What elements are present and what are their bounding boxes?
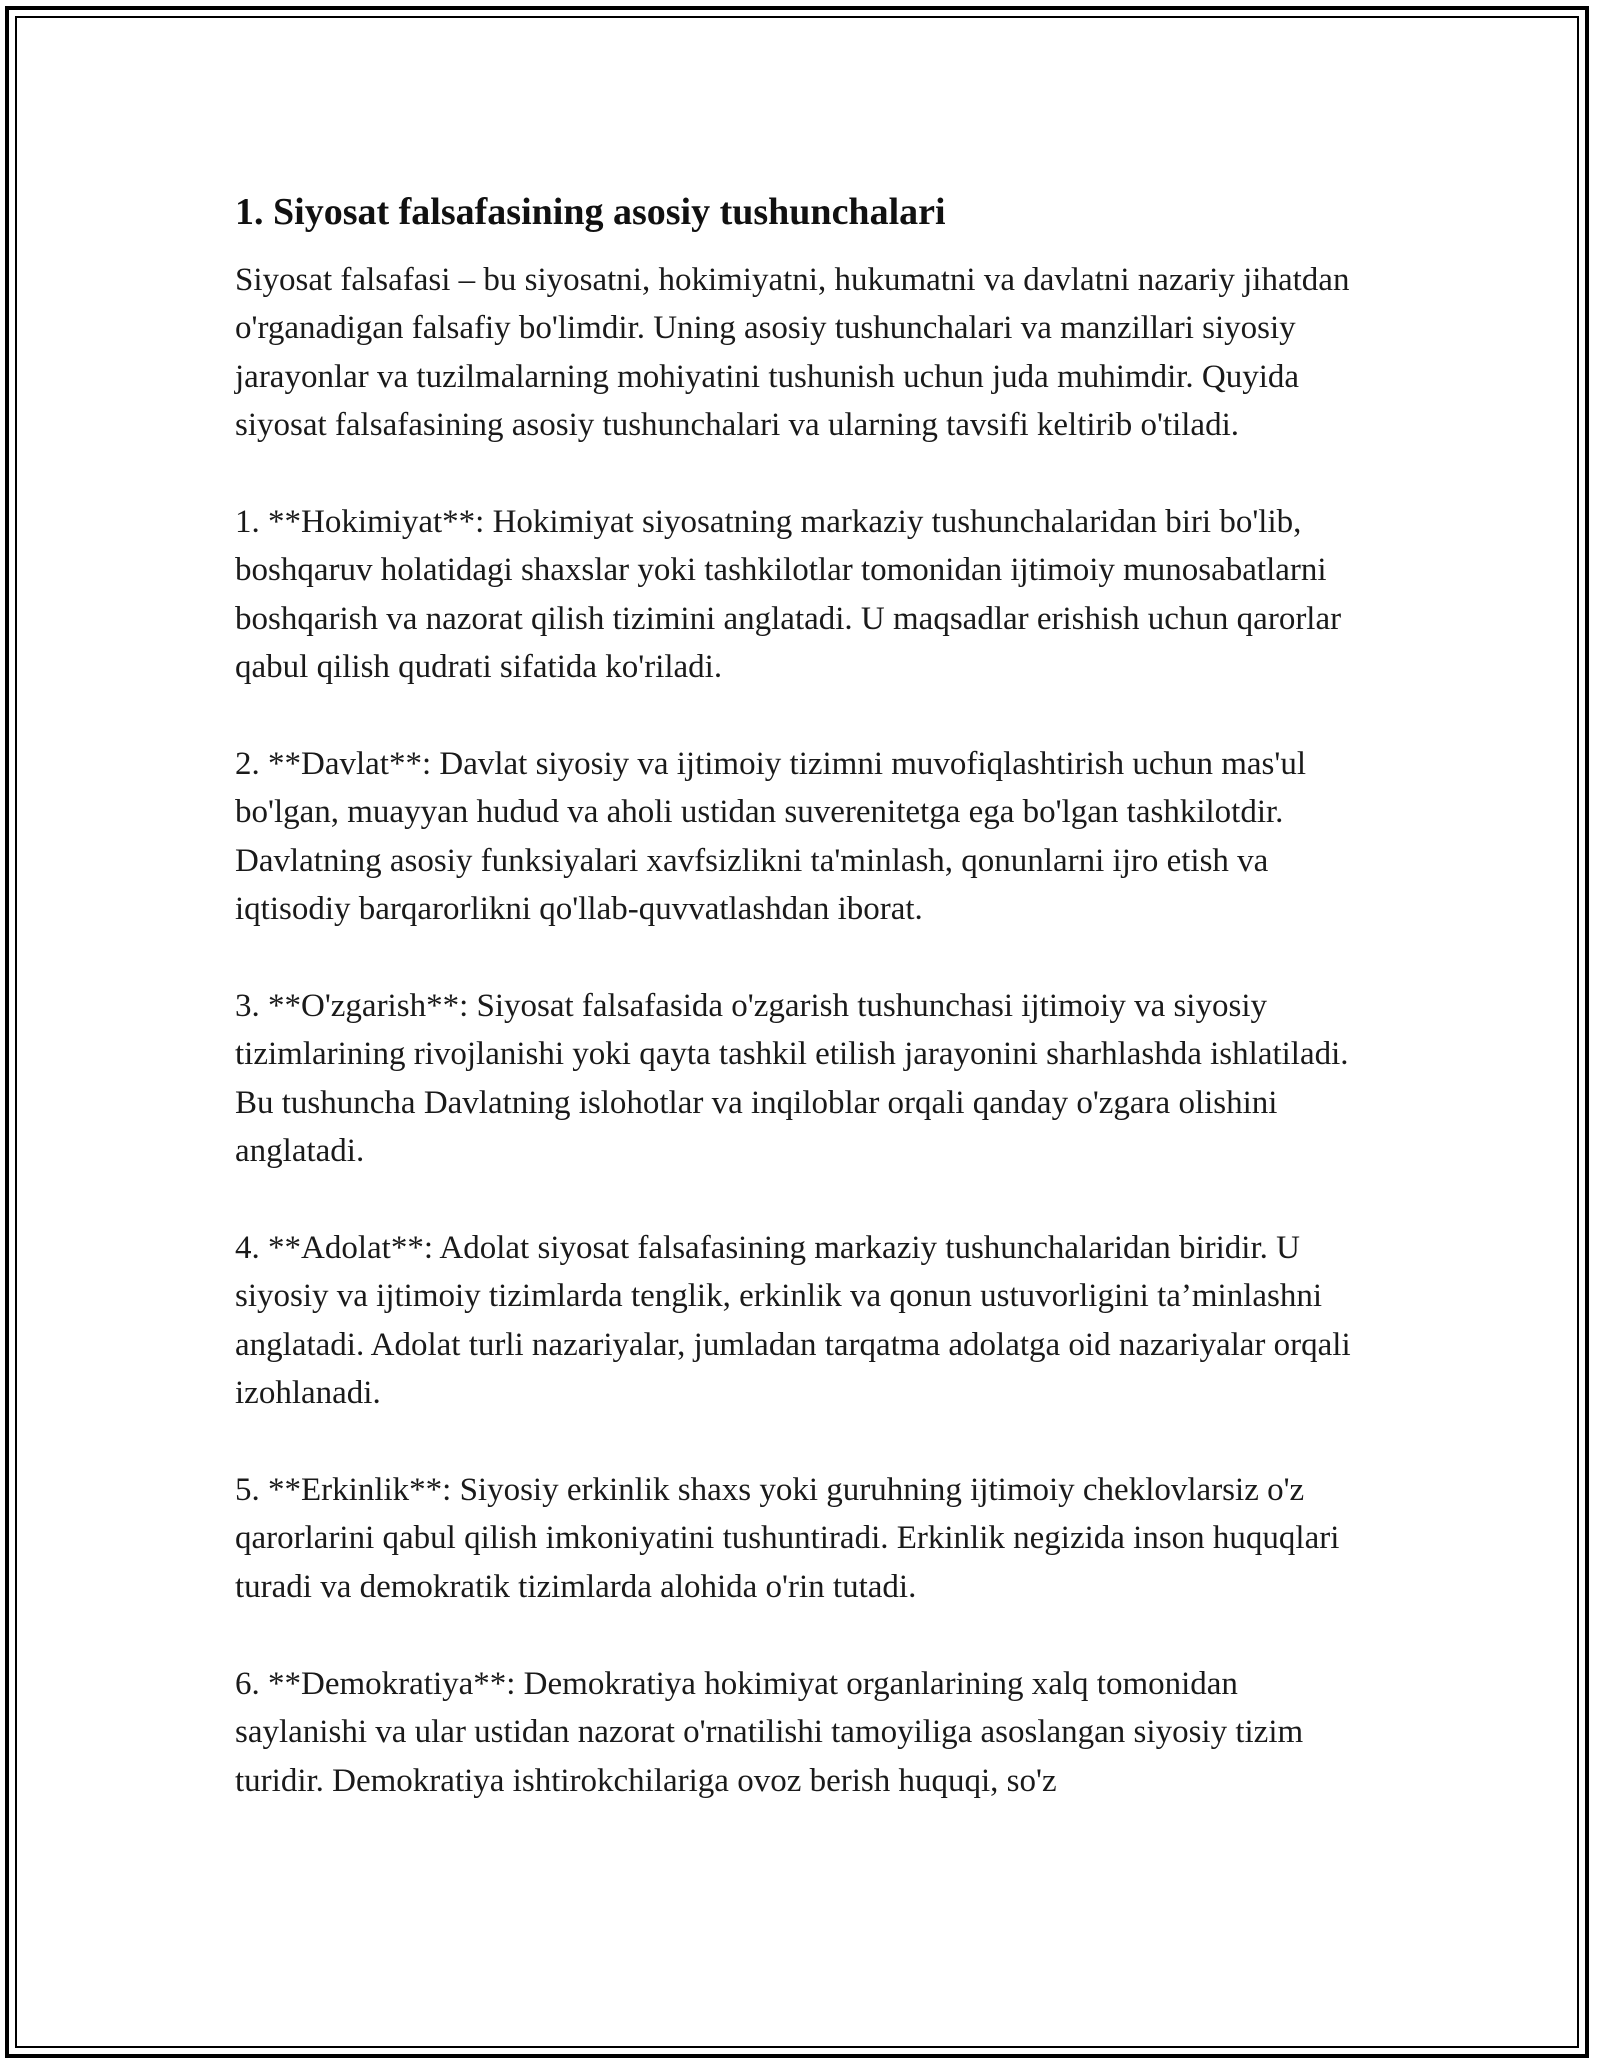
intro-paragraph: Siyosat falsafasi – bu siyosatni, hokimiyatni, hukumatni va davlatni nazariy jihatdan o'rganadigan falsafiy bo'limdir. Uning asosiy tushunchalari va manzillari siyosiy jarayonlar va tuzilmalarning mohiyatini tushunish uchun juda muhimdir. Quyida siyosat falsafasining asosiy tushunchalari va ularning tavsifi keltirib o'tiladi. [235, 262, 1350, 444]
paragraph-demokratiya: 6. **Demokratiya**: Demokratiya hokimiyat organlarining xalq tomonidan saylanishi va ular ustidan nazorat o'rnatilishi tamoyiliga asoslangan siyosiy tizim turidir. Demokratiya ishtirokchilariga ovoz berish huquqi, so'z [235, 1665, 1304, 1799]
paragraph-davlat: 2. **Davlat**: Davlat siyosiy va ijtimoiy tizimni muvofiqlashtirish uchun mas'ul bo'lgan, muayyan hudud va aholi ustidan suverenitetga ega bo'lgan tashkilotdir. Davlatning asosiy funksiyalari xavfsizlikni ta'minlash, qonunlarni ijro etish va iqtisodiy barqarorlikni qo'llab-quvvatlashdan iborat. [235, 746, 1307, 928]
paragraph-erkinlik: 5. **Erkinlik**: Siyosiy erkinlik shaxs yoki guruhning ijtimoiy cheklovlarsiz o'z qarorlarini qabul qilish imkoniyatini tushuntiradi. Erkinlik negizida inson huquqlari turadi va demokratik tizimlarda alohida o'rin tutadi. [235, 1472, 1340, 1605]
page-title: 1. Siyosat falsafasining asosiy tushunchalari [235, 191, 946, 233]
paragraph-hokimiyat: 1. **Hokimiyat**: Hokimiyat siyosatning markaziy tushunchalaridan biri bo'lib, boshqaruv holatidagi shaxslar yoki tashkilotlar tomonidan ijtimoiy munosabatlarni boshqarish va nazorat qilish tizimini anglatadi. U maqsadlar erishish uchun qarorlar qabul qilish qudrati sifatida ko'riladi. [235, 504, 1342, 686]
document-body [235, 188, 1375, 1805]
paragraph-adolat: 4. **Adolat**: Adolat siyosat falsafasining markaziy tushunchalaridan biridir. U siyosiy va ijtimoiy tizimlarda tenglik, erkinlik va qonun ustuvorligini ta’minlashni anglatadi. Adolat turli nazariyalar, jumladan tarqatma adolatga oid nazariyalar orqali izohlanadi. [235, 1230, 1351, 1412]
paragraph-ozgarish: 3. **O'zgarish**: Siyosat falsafasida o'zgarish tushunchasi ijtimoiy va siyosiy tizimlarining rivojlanishi yoki qayta tashkil etilish jarayonini sharhlashda ishlatiladi. Bu tushuncha Davlatning islohotlar va inqiloblar orqali qanday o'zgara olishini anglatadi. [235, 988, 1349, 1170]
